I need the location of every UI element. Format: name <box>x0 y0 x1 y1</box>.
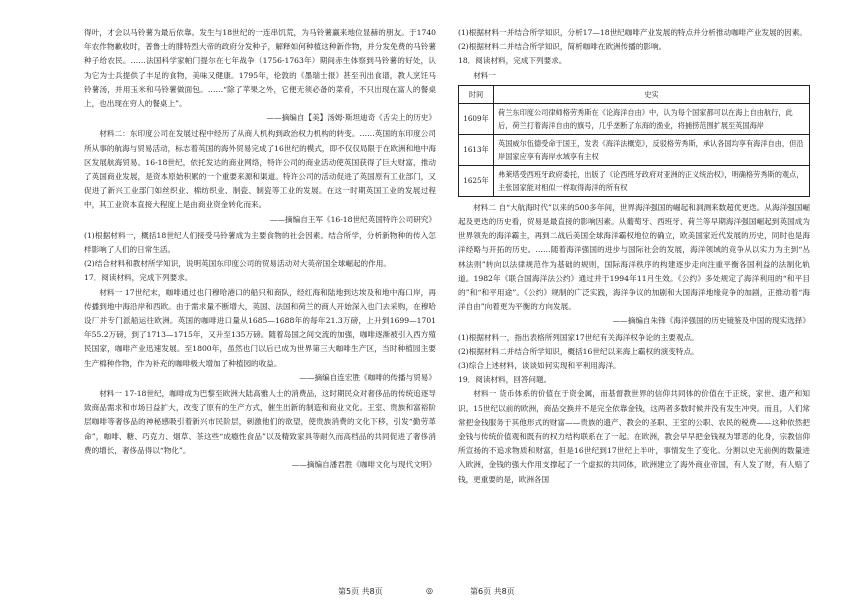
paragraph: 材料二 自“大航海时代”以来的500多年间，世界海洋强国的崛起和洞测来数超优更迭。从海洋强国崛起及更迭的历史看，贸易是最直接的影响因素。从葡萄牙、西班牙、荷兰等早期海洋强国崛起到英国成为世界领先的海洋霸主，再到二战后美国全球海洋霸权地位的确立，欧美国家近代发展的历史，同时也是海洋经略与开拓的历史。……随着海洋强国的进步与国际社会的发展，海洋领域的竞争从以实力为主到“丛林法则”转向以法律规范作为基础的规则，国际海洋秩序的构建逐步走向注重平衡各国利益的法制化轨道。1982年《联合国海洋法公约》通过并于1994年11月生效。《公约》多处规定了海洋利用的“和平目的”和“和平用途”。《公约》规制的广泛实践，海洋争议的加剧和大国海洋地缘竞争的加剧，正推动着“海洋自由”向着更为平衡的方向发展。 <box>458 202 810 312</box>
table-cell-year: 1613年 <box>459 134 494 165</box>
table-row <box>459 103 810 134</box>
table-cell-year: 1625年 <box>459 165 494 196</box>
question: (2)根据材料二并结合所学知识，简析咖啡在欧洲传播的影响。 <box>458 42 667 52</box>
source-citation: ——摘编自【美】汤姆·斯坦迪奇《舌尖上的历史》 <box>266 113 436 123</box>
table-cell-fact: 荷兰东印度公司律师格劳秀斯在《论海洋自由》中，认为每个国家都可以在海上自由航行，此后，荷兰打着海洋自由的旗号，几乎垄断了东海的渔业，将捕捞范围扩展至英国海岸 <box>494 103 810 134</box>
question: (1)根据材料一，指出表格所列国家17世纪有关海洋权争论的主要观点。 <box>458 332 699 342</box>
table-row <box>459 165 810 196</box>
question: (2)根据材料二并结合所学知识，概括16世纪以来海上霸权的演变特点。 <box>458 346 699 356</box>
binding-mark-icon: ◎ <box>426 586 433 595</box>
source-citation: ——摘编自王军《16-18世纪英国特许公司研究》 <box>269 214 436 224</box>
table-header: 时间 <box>459 85 494 103</box>
question-heading: 17．阅读材料，完成下列要求。 <box>84 273 193 283</box>
page-number-left: 第5页 共8页 <box>338 587 383 596</box>
question-heading: 19．阅读材料，回答问题。 <box>458 375 552 385</box>
paragraph: 材料一 17世纪末，咖啡通过也门穆哈港口的船只和商队，经红海和陆地到达埃及和地中海口岸，再传播到地中海沿岸和西欧。由于需求量不断增大，英国、法国和荷兰的商人开始深入也门去采购，在穆哈设厂并专门派船运往欧洲。英国的咖啡进口量从1685—1688年的每年21.3万磅，上升到1699—1701年55.2万磅，到了1713—1715年，又升至135万磅。随着岛国之间交流的加强，咖啡逐渐被引入西方殖民国家，咖啡产业迅速发展。至1800年，虽然也门以后已成为世界第三大咖啡生产区，当时种植园主要生产棉种作物，作为补充的咖啡极大增加了种植园的收益。 <box>84 287 436 368</box>
paragraph: 材料一 货币体系的价值在于资金属，而基督教世界的信仰共同体的价值在于正统、家世、遗产和知识。15世纪以前的欧洲，商品交换并不是完全依靠金钱，这两者多数时候并没有发生冲突。而且，人们常常把金钱服务于其他形式的财富——贵族的遗产、教会的圣职、王室的公职、农民的税费——这种依然把金钱与传统价值观和既有的权力结构联系在了一起。在欧洲，教会早早把金钱视为罪恶的化身，宗教信仰所宣扬的不追求物质和财富，但是16世纪到17世纪上半叶，事情发生了变化。分割以史无前例的数量进入欧洲，金钱的强大作用支撑起了一个虚拟的共同体，欧洲建立了海外商业帝国，有人发了财，有人赔了钱，更重要的是，欧洲各国 <box>458 389 810 484</box>
right-page-column <box>458 26 810 487</box>
source-citation: ——摘编自朱锋《海洋强国的历史镜鉴及中国的现实选择》 <box>612 316 810 326</box>
table-cell-fact: 英国威尔伍德受命于国王，发表《海洋法概览》，反驳格劳秀斯，承认各国均享有海洋自由，但沿岸国家应享有海岸水域享有主权 <box>494 134 810 165</box>
table-header-row <box>459 85 810 103</box>
page-number-right: 第6页 共8页 <box>470 587 515 596</box>
history-table <box>458 85 810 197</box>
question: (2)结合材料和教材所学知识，说明英国东印度公司的贸易活动对大英帝国全球崛起的作用。 <box>84 259 391 269</box>
left-page-column <box>84 26 436 474</box>
paragraph: 材料二：东印度公司在发展过程中经历了从商人机构到政治权力机构的转变。……英国的东印度公司所从事的航海与贸易活动，标志着英国的海外贸易完成了16世纪的模式，即不仅仅局限于在欧洲和地中海区发展航海贸易。16-18世纪，依托发达的商业网络，特许公司的商业活动使英国获得了巨大财富，推动了英国商业发展，是资本原始积累的一个重要来源和渠道。特许公司的活动促进了英国原有工业部门，又促进了新兴工业部门如丝织业、棉纺织业、制瓷、制瓷等工业的发展。在这一时期英国工业的发展过程中，其工业资本直接大程度上是由商业资金转化而来。 <box>84 129 436 210</box>
material-label: 材料一 <box>473 70 496 80</box>
question: (1)根据材料一，概括18世纪人们接受马铃薯成为主要食物的社会因素。结合所学，分析新物种的传入怎样影响了人们的日常生活。 <box>84 230 436 255</box>
paragraph: 得叶，才会以马铃薯为最后依靠。发生与18世纪的一连串饥荒，为马铃薯赢来地位显赫的朋友。于1740年农作物歉收时，普鲁士的腓特烈大帝的政府分发种子，解释如何种植这种新作物，并分发免费的马铃薯种子给农民。……法国科学家帕门提尔在七年战争（1756-1763年）期间赤生体察到马铃薯的好处，认为它为士兵提供了丰足的食物，美味又健康。1795年，伦敦的《墨瑞士报》甚至刊出食谱，教人烹饪马铃薯汤，并用玉米和马铃薯做面包。……“除了苹果之外，它便无须必备的菜肴，不只出现在富人的餐桌上，也出现在穷人的餐桌上”。 <box>84 28 436 109</box>
source-citation: ——摘编自连宏胜《咖啡的传播与贸易》 <box>299 372 436 382</box>
paragraph: 材料一 17-18世纪，咖啡成为巴黎至欧洲大陆高雅人士的消费品，这时期民众对奢侈品的传统追逐导致商品需求和市场日益扩大，改变了原有的生产方式，催生出新的制造和商业文化。王室、贵族和富裕阶层咖啡等奢侈品的神秘感吸引着新兴市民阶层，刺激他们的欲望，使贵族消费的文化下移，引发“勤劳革命”，咖啡、糖、巧克力、烟草、茶这些“成瘾性食品”以及精致家具等耐久而高档品的共同促进了奢侈消费的增长，奢侈品得以“物化”。 <box>84 389 436 455</box>
question: (1)根据材料一并结合所学知识，分析17—18世纪咖啡产业发展的特点并分析推动咖啡产业发展的因素。 <box>458 28 808 37</box>
question-heading: 18．阅读材料，完成下列要求。 <box>458 56 567 66</box>
source-citation: ——摘编自潘君胜《咖啡文化与现代文明》 <box>291 460 436 470</box>
table-row <box>459 134 810 165</box>
table-header: 史实 <box>494 85 810 103</box>
question: (3)综合上述材料，谈谈如何实现和平利用海洋。 <box>458 361 621 371</box>
table-cell-year: 1609年 <box>459 103 494 134</box>
table-cell-fact: 弗莱塔受西班牙政府委托，出版了《论西班牙政府对亚洲的正义统治权》，明确格劳秀斯的观点，主张国家能对相似一样取得海洋的所有权 <box>494 165 810 196</box>
